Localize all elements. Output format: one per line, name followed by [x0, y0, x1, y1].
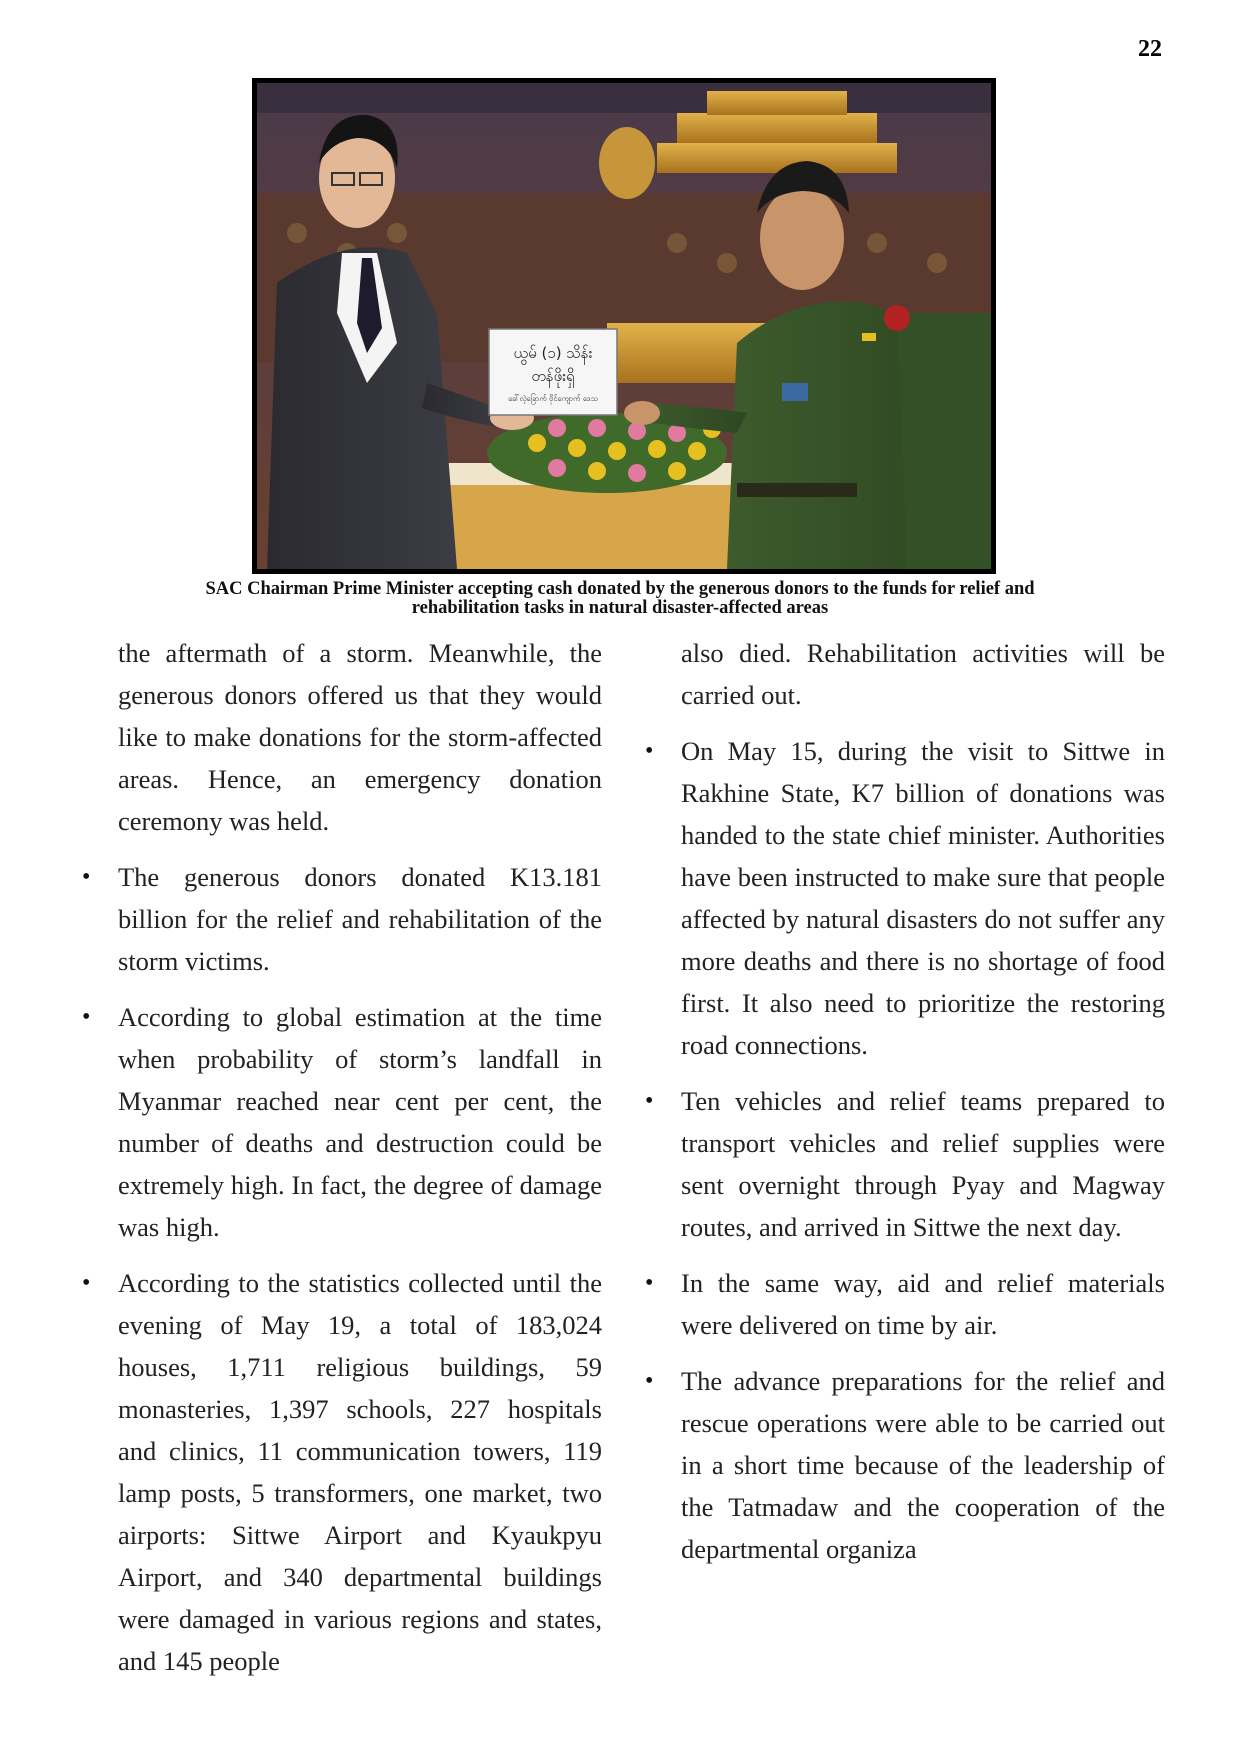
list-item-text: On May 15, during the visit to Sittwe in Rakhine State, K7 billion of donations was handed to the state chief minister. Authorities have been instructed to make sure that people affected by natural disasters do not suffer any more deaths and there is no shortage of food first. It also need to prioritize the restoring road connections. — [681, 736, 1165, 1060]
photo-illustration — [257, 83, 991, 569]
sign-line-2: တန်ဖိုးရှိ — [531, 367, 575, 385]
bullet-icon: • — [645, 738, 654, 764]
list-item-text: According to the statistics collected until the evening of May 19, a total of 183,024 houses, 1,711 religious buildings, 59 monasteries, 1,397 schools, 227 hospitals and clinics, 11 communication towers, 119 lamp posts, 5 transformers, one market, two airports: Sittwe Airport and Kyaukpyu Airport, and 340 departmental buildings were damaged in various regions and states, and 145 people — [118, 1268, 602, 1676]
sign-line-3: ခေါ်လဲ့ခြောက် ဗိုင်ကျောက် ဒေသ — [508, 394, 598, 403]
bullet-icon: • — [645, 1270, 654, 1296]
list-item — [82, 1262, 602, 1682]
bullet-icon: • — [82, 864, 91, 890]
list-item-text: According to global estimation at the time when probability of storm’s landfall in Myanmar reached near cent per cent, the number of deaths and destruction could be extremely high. In fact, the degree of damage was high. — [118, 1002, 602, 1242]
left-column — [82, 632, 602, 1696]
right-bullet-list — [645, 730, 1165, 1570]
right-column — [645, 632, 1165, 1584]
caption-line-1: SAC Chairman Prime Minister accepting cash donated by the generous donors to the funds for relief and — [205, 579, 1035, 599]
donation-sign — [489, 329, 617, 415]
list-item-text: The advance preparations for the relief and rescue operations were able to be carried out in a short time because of the leadership of the Tatmadaw and the cooperation of the departmental organiza — [681, 1366, 1165, 1564]
bullet-icon: • — [645, 1368, 654, 1394]
sign-line-1: ယွမ် (၁) သိန်း — [513, 344, 593, 362]
list-item — [645, 1080, 1165, 1248]
right-lead-paragraph: also died. Rehabilitation activities will be carried out. — [681, 638, 1165, 710]
list-item — [645, 1360, 1165, 1570]
left-lead-paragraph: the aftermath of a storm. Meanwhile, the generous donors offered us that they would like to make donations for the storm-affected areas. Hence, an emergency donation ceremony was held. — [118, 638, 602, 836]
bullet-icon: • — [82, 1270, 91, 1296]
bullet-icon: • — [82, 1004, 91, 1030]
list-item-text: The generous donors donated K13.181 billion for the relief and rehabilitation of the storm victims. — [118, 862, 602, 976]
page-number: 22 — [1138, 36, 1162, 62]
list-item-text: In the same way, aid and relief materials were delivered on time by air. — [681, 1268, 1165, 1340]
list-item-text: Ten vehicles and relief teams prepared to transport vehicles and relief supplies were sent overnight through Pyay and Magway routes, and arrived in Sittwe the next day. — [681, 1086, 1165, 1242]
donation-ceremony-photo — [252, 78, 996, 574]
photo-caption — [130, 580, 1110, 618]
bullet-icon: • — [645, 1088, 654, 1114]
list-item — [82, 856, 602, 982]
caption-line-2: rehabilitation tasks in natural disaster-affected areas — [411, 598, 829, 618]
list-item — [645, 1262, 1165, 1346]
list-item — [645, 730, 1165, 1066]
list-item — [82, 996, 602, 1248]
left-bullet-list — [82, 856, 602, 1682]
